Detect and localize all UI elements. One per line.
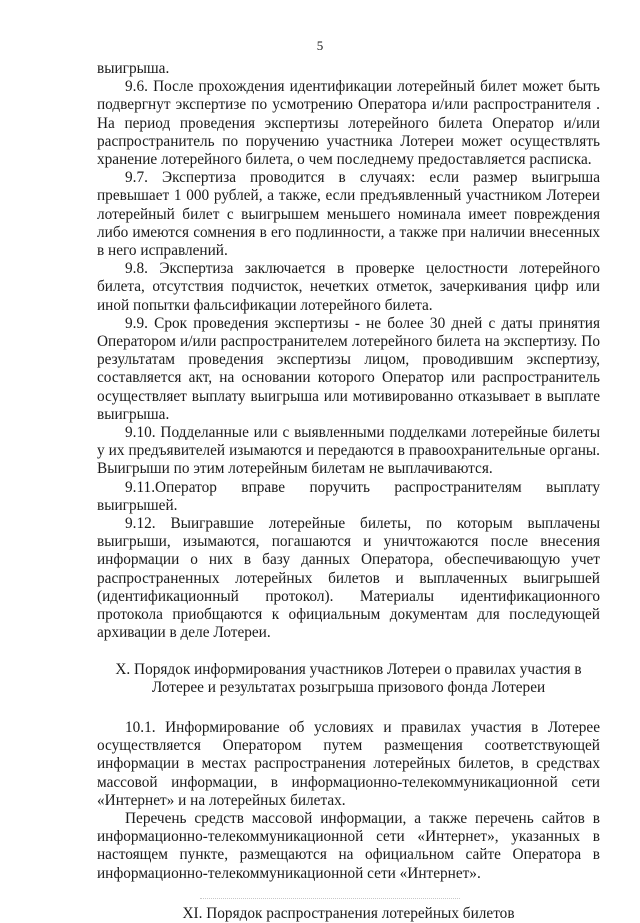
scan-edge-divider (200, 898, 460, 900)
paragraph-9-8: 9.8. Экспертиза заключается в проверке целостности лотерейного билета, отсутствия подчисток, нечетких отметок, зачеркивания цифр или иной попытки фальсификации лотерейного билета. (97, 260, 600, 314)
paragraph-9-7: 9.7. Экспертиза проводится в случаях: если размер выигрыша превышает 1 000 рублей, а также, если предъявленный участником Лотереи лотерейный билет с выигрышем меньшего номинала имеет повреждения либо имеются сомнения в его подлинности, а также при наличии внесенных в него исправлений. (97, 169, 600, 260)
page-number: 5 (316, 38, 324, 53)
section-xi-heading: XI. Порядок распространения лотерейных билетов (182, 904, 515, 922)
paragraph-9-11: 9.11.Оператор вправе поручить распространителям выплату выигрышей. (97, 478, 600, 514)
paragraph-9-9: 9.9. Срок проведения экспертизы - не более 30 дней с даты принятия Оператором и/или распространителем лотерейного билета на экспертизу. По результатам проведения экспертизы лицом, проводившим экспертизу, составляется акт, на основании которого Оператор или распространитель осуществляет выплату выигрыша или мотивированно отказывает в выплате выигрыша. (97, 314, 600, 423)
paragraph-9-10: 9.10. Подделанные или с выявленными подделками лотерейные билеты у их предъявителей изымаются и передаются в правоохранительные органы. Выигрыши по этим лотерейным билетам не выплачиваются. (97, 424, 600, 478)
document-body (97, 60, 600, 923)
section-x-heading-line1: X. Порядок информирования участников Лотереи о правилах участия в (115, 660, 582, 678)
paragraph-10-1: 10.1. Информирование об условиях и правилах участия в Лотерее осуществляется Оператором путем размещения соответствующей информации в местах распространения лотерейных билетов, в средствах массовой информации, в информационно-телекоммуникационной сети «Интернет» и на лотерейных билетах. (97, 718, 600, 809)
paragraph-9-12: 9.12. Выигравшие лотерейные билеты, по которым выплачены выигрыши, изымаются, погашаются и уничтожаются после внесения информации о них в базу данных Оператора, обеспечивающую учет распространенных лотерейных билетов и выплаченных выигрышей (идентификационный протокол). Материалы идентификационного протокола приобщаются к официальным документам для последующей архивации в деле Лотереи. (97, 515, 600, 642)
paragraph-continuation: выигрыша. (97, 60, 170, 77)
section-x-heading-line2: Лотерее и результатах розыгрыша призового фонда Лотереи (151, 678, 546, 696)
paragraph-9-6: 9.6. После прохождения идентификации лотерейный билет может быть подвергнут экспертизе по усмотрению Оператора и/или распространителя . На период проведения экспертизы лотерейного билета Оператор и/или распространитель по поручению участника Лотереи может осуществлять хранение лотерейного билета, о чем последнему предоставляется расписка. (97, 78, 600, 169)
paragraph-media-list: Перечень средств массовой информации, а также перечень сайтов в информационно-телекоммуникационной сети «Интернет», указанных в настоящем пункте, размещаются на официальном сайте Оператора в информационно-телекоммуникационной сети «Интернет». (97, 809, 600, 882)
